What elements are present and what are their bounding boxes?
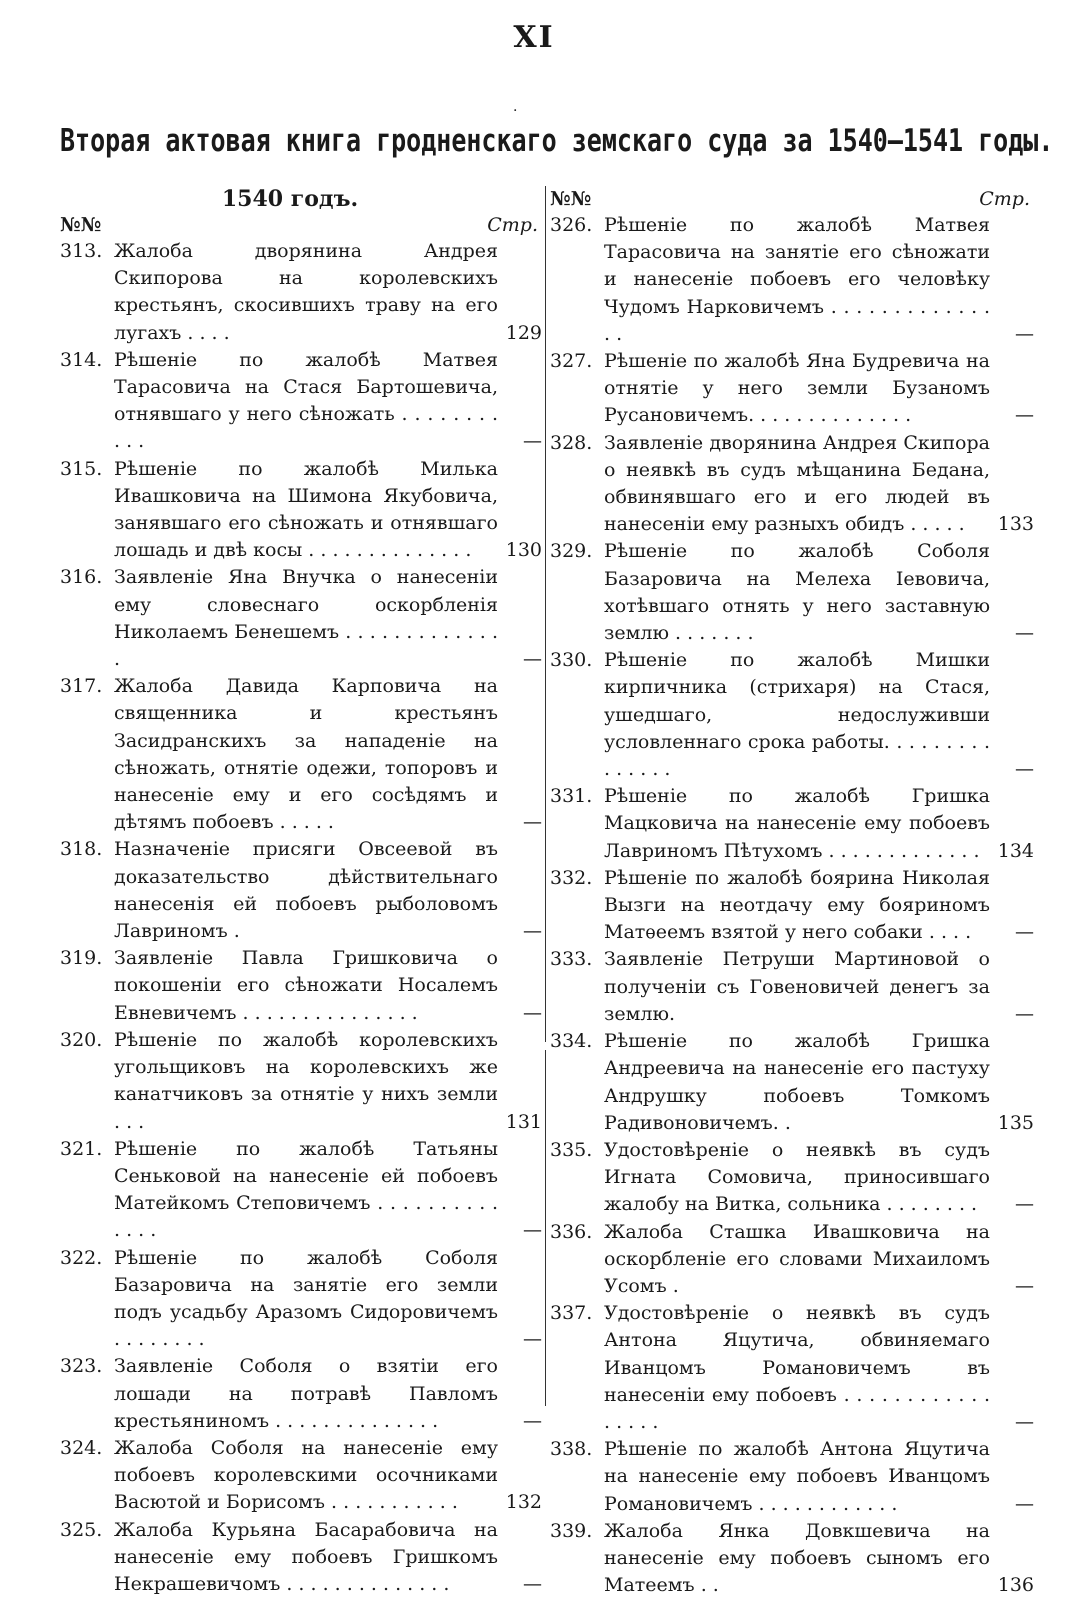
right-column-header [550,186,1034,212]
entry-description: Рѣшеніе по жалобѣ Антона Яцутича на нанесеніе ему побоевъ Иванцомъ Романовичемъ . . . . . . . . . . . . [604,1438,990,1515]
entry-description: Заявленіе Петруши Мартиновой о полученіи съ Говеновичей денегъ за землю. [604,948,990,1025]
entry-page-ref: — [990,1001,1034,1028]
entry-description: Назначеніе присяги Овсеевой въ доказательство дѣйствительнаго нанесенія ей побоевъ рыболовомъ Лавриномъ . [114,838,498,943]
entry-number: 318. [60,838,103,861]
entry-page-ref: — [498,1326,542,1353]
column-divider [545,186,546,1406]
entry-description: Рѣшеніе по жалобѣ Гришка Мацковича на нанесеніе ему побоевъ Лавриномъ Пѣтухомъ . . . . . . . . . . . . . [604,785,990,862]
entry-page-ref: — [990,1273,1034,1300]
entry-page-ref: 131 [498,1109,542,1136]
entry-description: Заявленіе Яна Внучка о нанесеніи ему словеснаго оскорбленія Николаемъ Бенешемъ . . . . . . . . . . . . . . [114,566,498,671]
entry-number: 317. [60,675,103,698]
entry-page-ref: 130 [498,537,542,564]
index-entry [550,1436,1034,1518]
entry-number: 336. [550,1220,593,1243]
entry-description: Удостовѣреніе о неявкѣ въ судъ Игната Сомовича, приносившаго жалобу на Витка, сольника . . . . . . . . [604,1138,990,1216]
entry-page-ref: — [498,1000,542,1027]
entry-description: Рѣшеніе по жалобѣ Соболя Базаровича на занятіе его земли подъ усадьбу Аразомъ Сидоровичемъ . . . . . . . . [114,1246,498,1351]
entry-number: 313. [60,240,103,262]
index-entry [550,430,1034,539]
entry-description: Рѣшеніе по жалобѣ королевскихъ угольщиковъ на королевскихъ же канатчиковъ за отнятіе у нихъ земли . . . [114,1028,498,1133]
entry-number: 333. [550,948,593,971]
left-entry-list [60,238,542,1598]
entry-description: Рѣшеніе по жалобѣ Татьяны Сеньковой на нанесеніе ей побоевъ Матейкомъ Степовичемъ . . . . . . . . . . . . . . [114,1137,498,1242]
entry-description: Жалоба Давида Карповича на священника и крестьянъ Засидранскихъ за нападеніе на сѣножать, отнятіе одежи, топоровъ и нанесеніе ему и его сосѣдямъ и дѣтямъ побоевъ . . . . . [114,675,498,834]
entry-number: 324. [60,1436,103,1459]
entry-number: 320. [60,1028,103,1051]
entry-description: Жалоба Сташка Ивашковича на оскорбленіе его словами Михаиломъ Усомъ . [604,1220,990,1297]
index-entry [550,865,1034,947]
entry-number: 339. [550,1519,593,1542]
entry-description: Заявленіе дворянина Андрея Скипора о неявкѣ въ судъ мѣщанина Бедана, обвинявшаго его и его людей въ нанесеніи ему разныхъ обидъ . . . . . [604,431,990,536]
entry-number: 331. [550,785,593,808]
index-entry [60,836,542,945]
entry-description: Жалоба Янка Довкшевича на нанесеніе ему побоевъ сыномъ его Матеемъ . . [604,1519,990,1597]
left-column-header [60,212,542,238]
entry-description: Рѣшеніе по жалобѣ Гришка Андреевича на нанесеніе его пастуху Андрушку побоевъ Томкомъ Радивоновичемъ. . [604,1030,990,1134]
right-num-header: №№ [550,188,592,210]
index-entry [60,1353,542,1435]
index-entry [550,1518,1034,1599]
book-title: Вторая актовая книга гродненскаго земскаго суда за 1540—1541 годы. [60,122,1054,159]
entry-number: 328. [550,431,593,454]
left-column [60,186,542,1598]
index-entry [550,1028,1034,1137]
entry-number: 323. [60,1355,103,1378]
entry-description: Заявленіе Соболя о взятіи его лошади на потравѣ Павломъ крестьяниномъ . . . . . . . . . . . . . . [114,1355,498,1432]
entry-description: Рѣшеніе по жалобѣ Матвея Тарасовича на Стася Бартошевича, отнявшаго у него сѣножать . . . . . . . . . . . [114,348,498,453]
index-entry [550,647,1034,783]
entry-page-ref: — [498,918,542,945]
index-entry [60,564,542,673]
index-entry [550,946,1034,1028]
index-entry [550,538,1034,647]
entry-description: Рѣшеніе по жалобѣ Матвея Тарасовича на занятіе его сѣножати и нанесеніе побоевъ его человѣку Чудомъ Нарковичемъ . . . . . . . . . . . . . . . [604,214,990,345]
entry-number: 315. [60,457,103,480]
entry-description: Удостовѣреніе о неявкѣ въ судъ Антона Яцутича, обвиняемаго Иванцомъ Романовичемъ въ нанесеніи ему побоевъ . . . . . . . . . . . . . . . . . [604,1302,990,1433]
entry-number: 314. [60,348,103,371]
entry-page-ref: — [498,1408,542,1435]
index-entry [550,783,1034,865]
entry-description: Заявленіе Павла Гришковича о покошеніи его сѣножати Носалемъ Евневичемъ . . . . . . . . . . . . . . . [114,947,498,1024]
entry-page-ref: — [498,1217,542,1244]
right-entry-list [550,212,1034,1599]
entry-page-ref: — [990,1409,1034,1436]
entry-page-ref: 133 [990,511,1034,538]
entry-page-ref: — [990,756,1034,783]
year-heading: 1540 годъ. [221,186,359,212]
entry-description: Рѣшеніе по жалобѣ Яна Будревича на отнятіе у него земли Бузаномъ Русановичемъ. . . . . . . . . . . . . . [604,350,990,427]
entry-description: Рѣшеніе по жалобѣ боярина Николая Вызги на неотдачу ему бояриномъ Матѳеемъ взятой у него собаки . . . . [604,866,990,944]
index-entry [60,1435,542,1517]
right-page-header: Стр. [979,188,1030,210]
index-entry [60,1245,542,1354]
index-entry [550,1300,1034,1436]
entry-number: 329. [550,540,593,563]
entry-number: 321. [60,1137,103,1160]
entry-number: 332. [550,866,593,889]
index-entry [550,348,1034,430]
column-divider-gap [545,1042,546,1050]
index-entry [60,1027,542,1136]
right-column [550,186,1034,1599]
entry-page-ref: — [990,402,1034,429]
entry-number: 330. [550,649,593,672]
entry-description: Жалоба Соболя на нанесеніе ему побоевъ королевскими осочниками Васютой и Борисомъ . . . . . . . . . . . [114,1436,498,1514]
index-entry [550,1137,1034,1219]
index-entry [60,673,542,836]
entry-page-ref: 132 [498,1489,542,1516]
entry-description: Жалоба дворянина Андрея Скипорова на королевскихъ крестьянъ, скосившихъ траву на его лугахъ . . . . [114,240,498,344]
entry-description: Жалоба Курьяна Басарабовича на нанесеніе ему побоевъ Гришкомъ Некрашевичомъ . . . . . . . . . . . . . . [114,1518,498,1595]
entry-page-ref: — [990,1491,1034,1518]
entry-page-ref: — [990,1191,1034,1218]
entry-number: 325. [60,1518,103,1541]
index-entry [60,456,542,565]
entry-page-ref: — [498,1571,542,1598]
entry-page-ref: — [498,428,542,455]
entry-page-ref: — [498,646,542,673]
index-entry [550,1219,1034,1301]
entry-number: 335. [550,1138,593,1161]
entry-page-ref: 134 [990,838,1034,865]
left-page-header: Стр. [487,214,538,236]
entry-page-ref: — [990,620,1034,647]
entry-page-ref: 135 [990,1110,1034,1137]
entry-number: 316. [60,566,103,589]
entry-description: Рѣшеніе по жалобѣ Милька Ивашковича на Шимона Якубовича, занявшаго его сѣножать и отнявшаго лошадь и двѣ косы . . . . . . . . . . . . . . [114,457,498,562]
entry-page-ref: — [990,321,1034,348]
entry-number: 337. [550,1302,593,1325]
index-entry [550,212,1034,348]
entry-page-ref: 129 [498,320,542,347]
entry-page-ref: 136 [990,1572,1034,1599]
entry-page-ref: — [990,919,1034,946]
entry-number: 334. [550,1030,593,1053]
entry-description: Рѣшеніе по жалобѣ Соболя Базаровича на Мелеха Іевовича, хотѣвшаго отнять у него заставную землю . . . . . . . [604,540,990,645]
index-entry [60,347,542,456]
left-num-header: №№ [60,214,102,236]
entry-number: 319. [60,947,103,970]
entry-number: 327. [550,350,593,373]
index-entry [60,1136,542,1245]
stray-mark: · [513,103,518,119]
index-entry [60,238,542,347]
entry-page-ref: — [498,809,542,836]
index-entry [60,1517,542,1599]
index-entry [60,945,542,1027]
entry-description: Рѣшеніе по жалобѣ Мишки кирпичника (стрихаря) на Стася, ушедшаго, недослуживши условленнаго срока работы. . . . . . . . . . . . . . . [604,649,990,781]
page-number: XI [513,20,555,55]
entry-number: 338. [550,1438,593,1461]
entry-number: 322. [60,1246,103,1269]
entry-number: 326. [550,214,593,236]
